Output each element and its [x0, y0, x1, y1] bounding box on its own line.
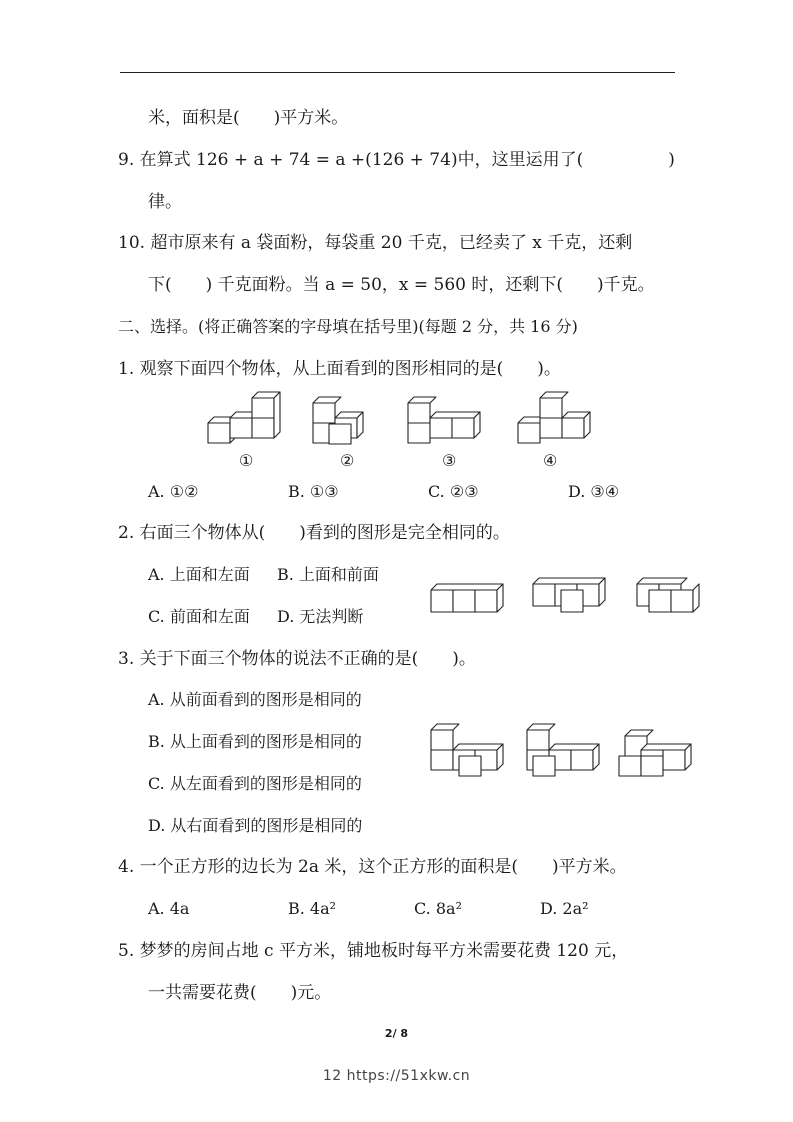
- q3-text: 3. 关于下面三个物体的说法不正确的是( )。: [118, 649, 476, 669]
- q1-option-b: B. ①③: [288, 482, 339, 501]
- q1-marker-3: ③: [442, 451, 457, 470]
- q2-option-a: A. 上面和左面: [148, 565, 250, 584]
- q1-figure-2: [313, 397, 363, 444]
- q3-figure-2: [527, 724, 599, 776]
- q5-text: 5. 梦梦的房间占地 c 平方米，铺地板时每平方米需要花费 120 元，: [118, 941, 629, 961]
- q2-figure-3: [637, 578, 699, 612]
- q2-figures: [425, 572, 705, 617]
- q9-continuation: 律。: [148, 192, 182, 212]
- q1-figures: [190, 388, 610, 448]
- q1-marker-1: ①: [239, 451, 254, 470]
- q1-option-c: C. ②③: [428, 482, 479, 501]
- q1-option-d: D. ③④: [568, 482, 620, 501]
- q3-option-a: A. 从前面看到的图形是相同的: [148, 690, 362, 709]
- header-rule: [120, 72, 675, 73]
- q1-text: 1. 观察下面四个物体，从上面看到的图形相同的是( )。: [118, 359, 561, 379]
- q3-figure-3: [619, 730, 691, 776]
- q3-figure-1: [431, 724, 503, 776]
- q10-continuation: 下( ) 千克面粉。当 a = 50，x = 560 时，还剩下( )千克。: [148, 275, 655, 295]
- q4-option-d: D. 2a²: [540, 899, 589, 918]
- q1-marker-4: ④: [543, 451, 558, 470]
- q4-option-b: B. 4a²: [288, 899, 337, 918]
- section-title: 二、选择。(将正确答案的字母填在括号里)(每题 2 分，共 16 分): [118, 317, 578, 336]
- q2-option-c: C. 前面和左面: [148, 607, 250, 626]
- page-number: 2/ 8: [384, 1027, 409, 1040]
- q2-figure-1: [431, 584, 503, 612]
- q10-text: 10. 超市原来有 a 袋面粉，每袋重 20 千克，已经卖了 x 千克，还剩: [118, 233, 633, 253]
- q4-text: 4. 一个正方形的边长为 2a 米，这个正方形的面积是( )平方米。: [118, 857, 627, 877]
- q1-figure-1: [208, 392, 280, 443]
- q3-option-b: B. 从上面看到的图形是相同的: [148, 732, 362, 751]
- q3-option-d: D. 从右面看到的图形是相同的: [148, 816, 363, 835]
- q5-continuation: 一共需要花费( )元。: [148, 983, 332, 1003]
- q2-option-b: B. 上面和前面: [277, 565, 379, 584]
- q1-option-a: A. ①②: [148, 482, 199, 501]
- q3-option-c: C. 从左面看到的图形是相同的: [148, 774, 362, 793]
- q1-marker-2: ②: [340, 451, 355, 470]
- q4-option-a: A. 4a: [148, 899, 190, 918]
- q2-option-d: D. 无法判断: [277, 607, 364, 626]
- q2-text: 2. 右面三个物体从( )看到的图形是完全相同的。: [118, 523, 510, 543]
- q1-figure-3: [408, 397, 480, 443]
- q9-text: 9. 在算式 126 + a + 74 = a +(126 + 74)中，这里运用了( ): [118, 150, 675, 170]
- q1-figure-4: [518, 392, 590, 443]
- q2-figure-2: [533, 578, 605, 612]
- q3-figures: [425, 718, 705, 778]
- watermark: 12 https://51xkw.cn: [322, 1068, 471, 1084]
- q4-option-c: C. 8a²: [414, 899, 462, 918]
- q8-continuation: 米，面积是( )平方米。: [148, 108, 349, 128]
